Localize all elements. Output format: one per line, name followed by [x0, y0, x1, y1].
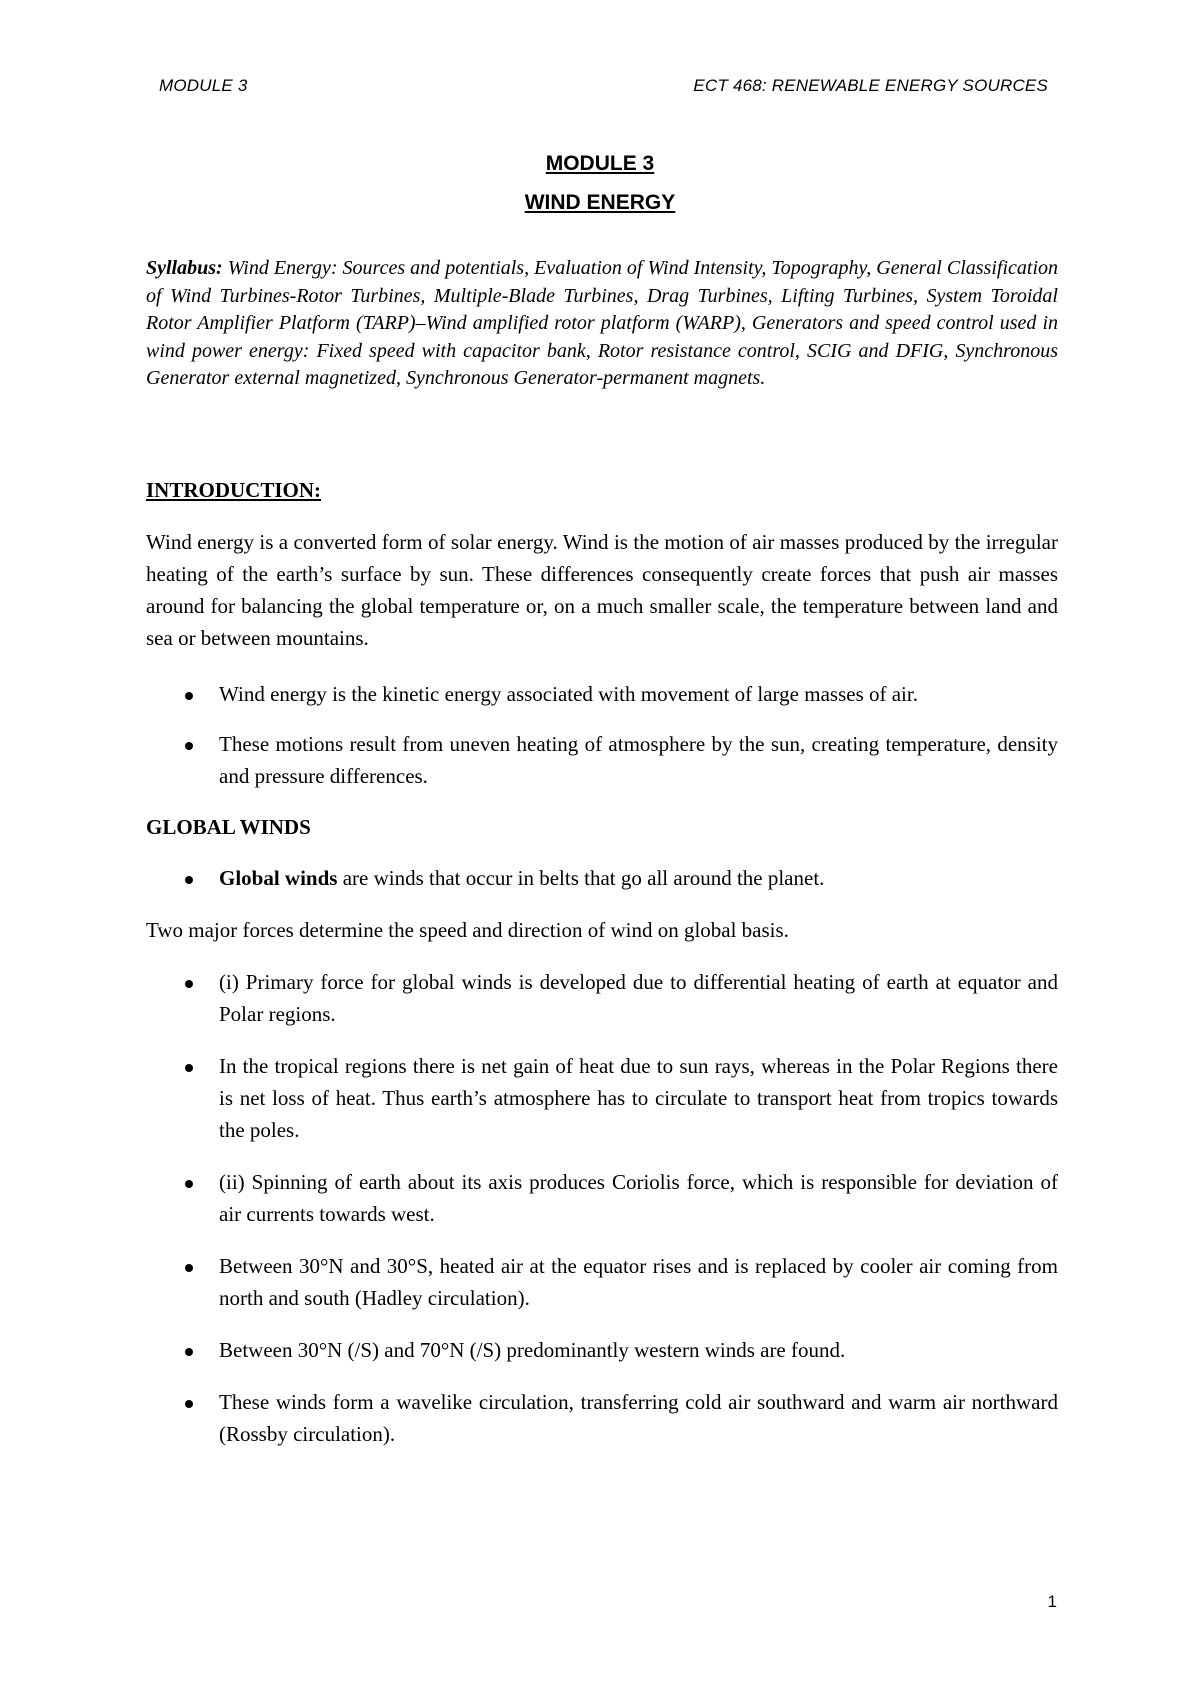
- topic-title: WIND ENERGY: [524, 191, 676, 214]
- list-item: Wind energy is the kinetic energy associated with movement of large masses of air.: [146, 678, 1058, 710]
- header-module: MODULE 3: [159, 76, 248, 95]
- list-item: These winds form a wavelike circulation, transferring cold air southward and warm air northward (Rossby circulation).: [146, 1386, 1058, 1450]
- introduction-paragraph: Wind energy is a converted form of solar energy. Wind is the motion of air masses produced by the irregular heating of the earth’s surface by sun. These differences consequently create forces that push air masses around for balancing the global temperature or, on a much smaller scale, the temperature between land and sea or between mountains.: [146, 530, 1058, 650]
- global-winds-bullet-list: [146, 966, 1058, 1450]
- forces-paragraph: Two major forces determine the speed and direction of wind on global basis.: [146, 918, 789, 942]
- module-title: MODULE 3: [545, 152, 655, 175]
- bullet-icon: [185, 980, 193, 988]
- global-winds-term: Global winds: [219, 866, 338, 890]
- list-item: Between 30°N and 30°S, heated air at the equator rises and is replaced by cooler air coming from north and south (Hadley circulation).: [146, 1250, 1058, 1314]
- syllabus-text: Wind Energy: Sources and potentials, Evaluation of Wind Intensity, Topography, General Classification of Wind Turbines-Rotor Turbines, Multiple-Blade Turbines, Drag Turbines, Lifting Turbines, System Toroidal Rotor Amplifier Platform (TARP)–Wind amplified rotor platform (WARP), Generators and speed control used in wind power energy: Fixed speed with capacitor bank, Rotor resistance control, SCIG and DFIG, Synchronous Generator external magnetized, Synchronous Generator-permanent magnets.: [146, 257, 1058, 390]
- bullet-icon: [185, 1180, 193, 1188]
- list-item: (i) Primary force for global winds is developed due to differential heating of earth at equator and Polar regions.: [146, 966, 1058, 1030]
- global-winds-heading: GLOBAL WINDS: [146, 815, 311, 839]
- list-item: Global winds are winds that occur in belts that go all around the planet.: [146, 862, 1058, 894]
- list-item: Between 30°N (/S) and 70°N (/S) predominantly western winds are found.: [146, 1334, 1058, 1366]
- introduction-heading: INTRODUCTION:: [146, 478, 322, 502]
- bullet-icon: [185, 692, 193, 700]
- syllabus: [146, 255, 1058, 393]
- list-item: These motions result from uneven heating of atmosphere by the sun, creating temperature, density and pressure differences.: [146, 728, 1058, 792]
- global-winds-definition-list: [146, 862, 1058, 894]
- page-number: 1: [1047, 1592, 1057, 1611]
- bullet-icon: [185, 876, 193, 884]
- bullet-icon: [185, 1348, 193, 1356]
- syllabus-label: Syllabus:: [146, 257, 223, 279]
- list-item: (ii) Spinning of earth about its axis produces Coriolis force, which is responsible for deviation of air currents towards west.: [146, 1166, 1058, 1230]
- bullet-icon: [185, 1400, 193, 1408]
- list-item: In the tropical regions there is net gain of heat due to sun rays, whereas in the Polar Regions there is net loss of heat. Thus earth’s atmosphere has to circulate to transport heat from tropics towards the poles.: [146, 1050, 1058, 1146]
- header-course: ECT 468: RENEWABLE ENERGY SOURCES: [693, 76, 1048, 95]
- bullet-icon: [185, 1264, 193, 1272]
- bullet-icon: [185, 1064, 193, 1072]
- bullet-icon: [185, 742, 193, 750]
- introduction-bullet-list: [146, 678, 1058, 792]
